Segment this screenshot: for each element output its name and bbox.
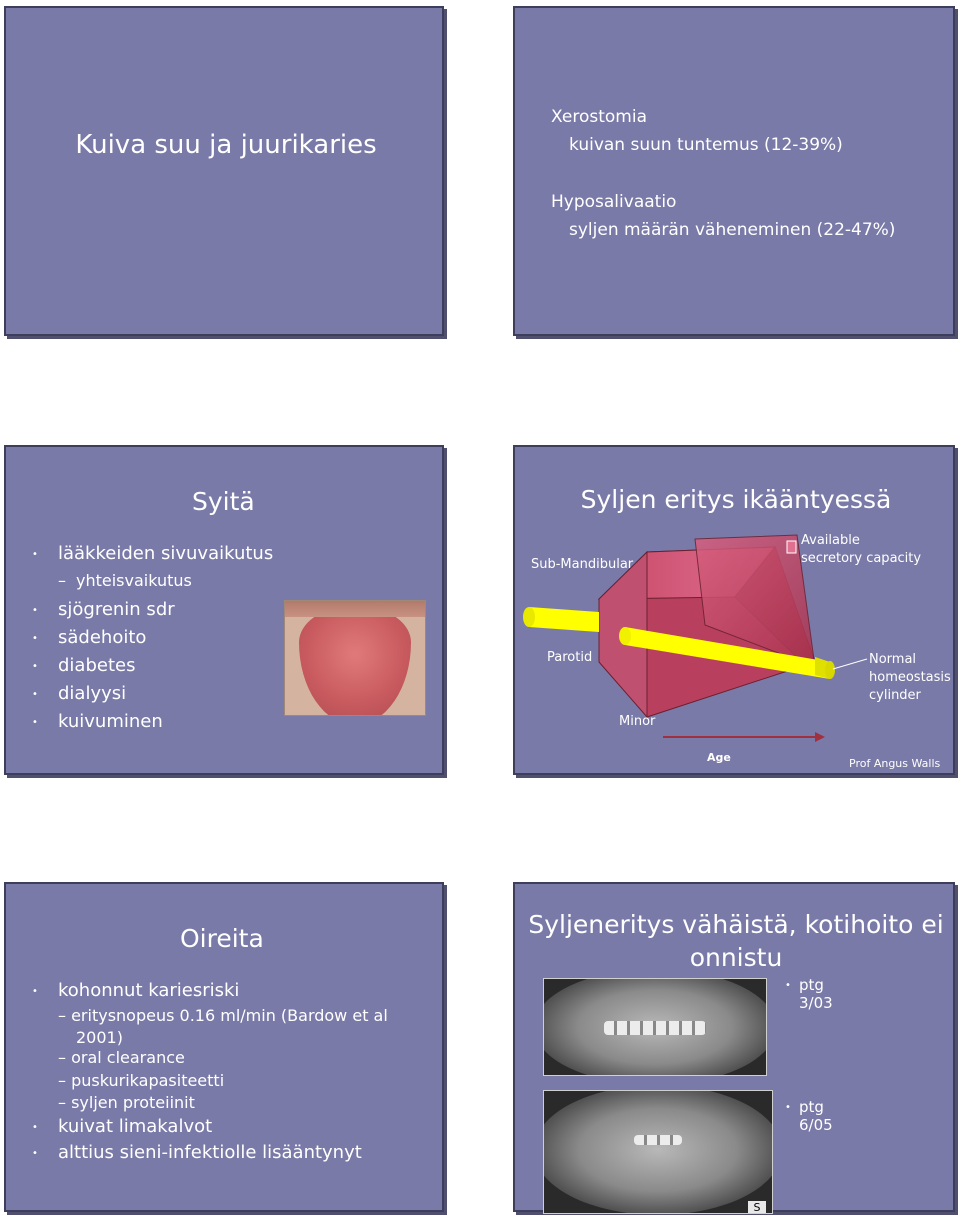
slide-xerostomia [513,6,955,336]
cause-item: diabetes [58,655,136,676]
cylinder-right-end [825,661,835,679]
secretion-diagram [515,447,957,777]
symptom-subitem-cont: 2001) [76,1028,123,1047]
bullet-icon: • [32,986,38,997]
ptg-date-2: 6/05 [799,1116,833,1134]
cause-item: sjögrenin sdr [58,599,175,620]
xerostomia-heading: Xerostomia [551,107,647,127]
bullet-icon: • [785,1102,791,1113]
bullet-icon: • [32,661,38,672]
hyposalivation-heading: Hyposalivaatio [551,192,677,212]
bullet-icon: • [32,717,38,728]
bullet-icon: • [32,1122,38,1133]
bullet-icon: • [32,605,38,616]
xray-marker: S [748,1201,766,1214]
hyposalivation-sub: syljen määrän väheneminen (22-47%) [569,220,896,240]
slide6-title: Syljeneritys vähäistä, kotihoito ei onnistu [528,910,944,972]
ptg-label-2: ptg [799,1098,824,1116]
symptom-item: kuivat limakalvot [58,1116,213,1137]
label-secretory-capacity: secretory capacity [801,551,922,566]
symptom-subitem: – oral clearance [58,1048,185,1067]
label-cylinder: cylinder [869,688,921,703]
slide-symptoms [4,882,444,1212]
cause-item: dialyysi [58,683,127,704]
dry-tongue-photo [284,600,426,716]
bullet-icon: • [32,633,38,644]
cylinder-left-end [523,607,535,627]
normal-pointer [833,659,867,669]
slide-causes [4,445,444,775]
credit-text: Prof Angus Walls [849,757,941,770]
symptom-item: alttius sieni-infektiolle lisääntynyt [58,1142,362,1163]
cause-subitem: yhteisvaikutus [76,571,192,590]
slide-xray [513,882,955,1212]
xray-image-2003 [543,978,767,1076]
symptom-subitem: – puskurikapasiteetti [58,1071,225,1090]
slide1-title: Kuiva suu ja juurikaries [75,130,377,160]
slide5-title: Oireita [180,924,264,953]
label-available: Available [801,533,860,548]
label-homeostasis: homeostasis [869,670,951,685]
cylinder-main-end [619,627,631,645]
slide4-title: Syljen eritys ikääntyessä [580,485,892,514]
label-minor: Minor [619,714,656,729]
xray-image-2005 [543,1090,773,1214]
symptom-subitem: – syljen proteiinit [58,1093,195,1112]
cause-item: lääkkeiden sivuvaikutus [58,543,274,564]
slide3-title: Syitä [192,487,255,516]
cause-item: kuivuminen [58,711,163,732]
symptom-subitem: – eritysnopeus 0.16 ml/min (Bardow et al [58,1006,388,1025]
slide-title [4,6,444,336]
dash-icon: – [58,571,66,590]
bullet-icon: • [32,689,38,700]
legend-swatch [787,541,796,553]
symptom-item: kohonnut kariesriski [58,980,240,1001]
label-parotid: Parotid [547,650,593,665]
ptg-date-1: 3/03 [799,994,833,1012]
bullet-icon: • [785,980,791,991]
label-submandibular: Sub-Mandibular [531,557,634,572]
bullet-icon: • [32,549,38,560]
cause-item: sädehoito [58,627,147,648]
label-age: Age [707,751,731,764]
label-normal: Normal [869,652,917,667]
slide-saliva-aging [513,445,955,775]
ptg-label-1: ptg [799,976,824,994]
age-arrow-head [815,732,825,742]
xerostomia-sub: kuivan suun tuntemus (12-39%) [569,135,843,155]
cylinder-left [529,607,599,632]
bullet-icon: • [32,1148,38,1159]
